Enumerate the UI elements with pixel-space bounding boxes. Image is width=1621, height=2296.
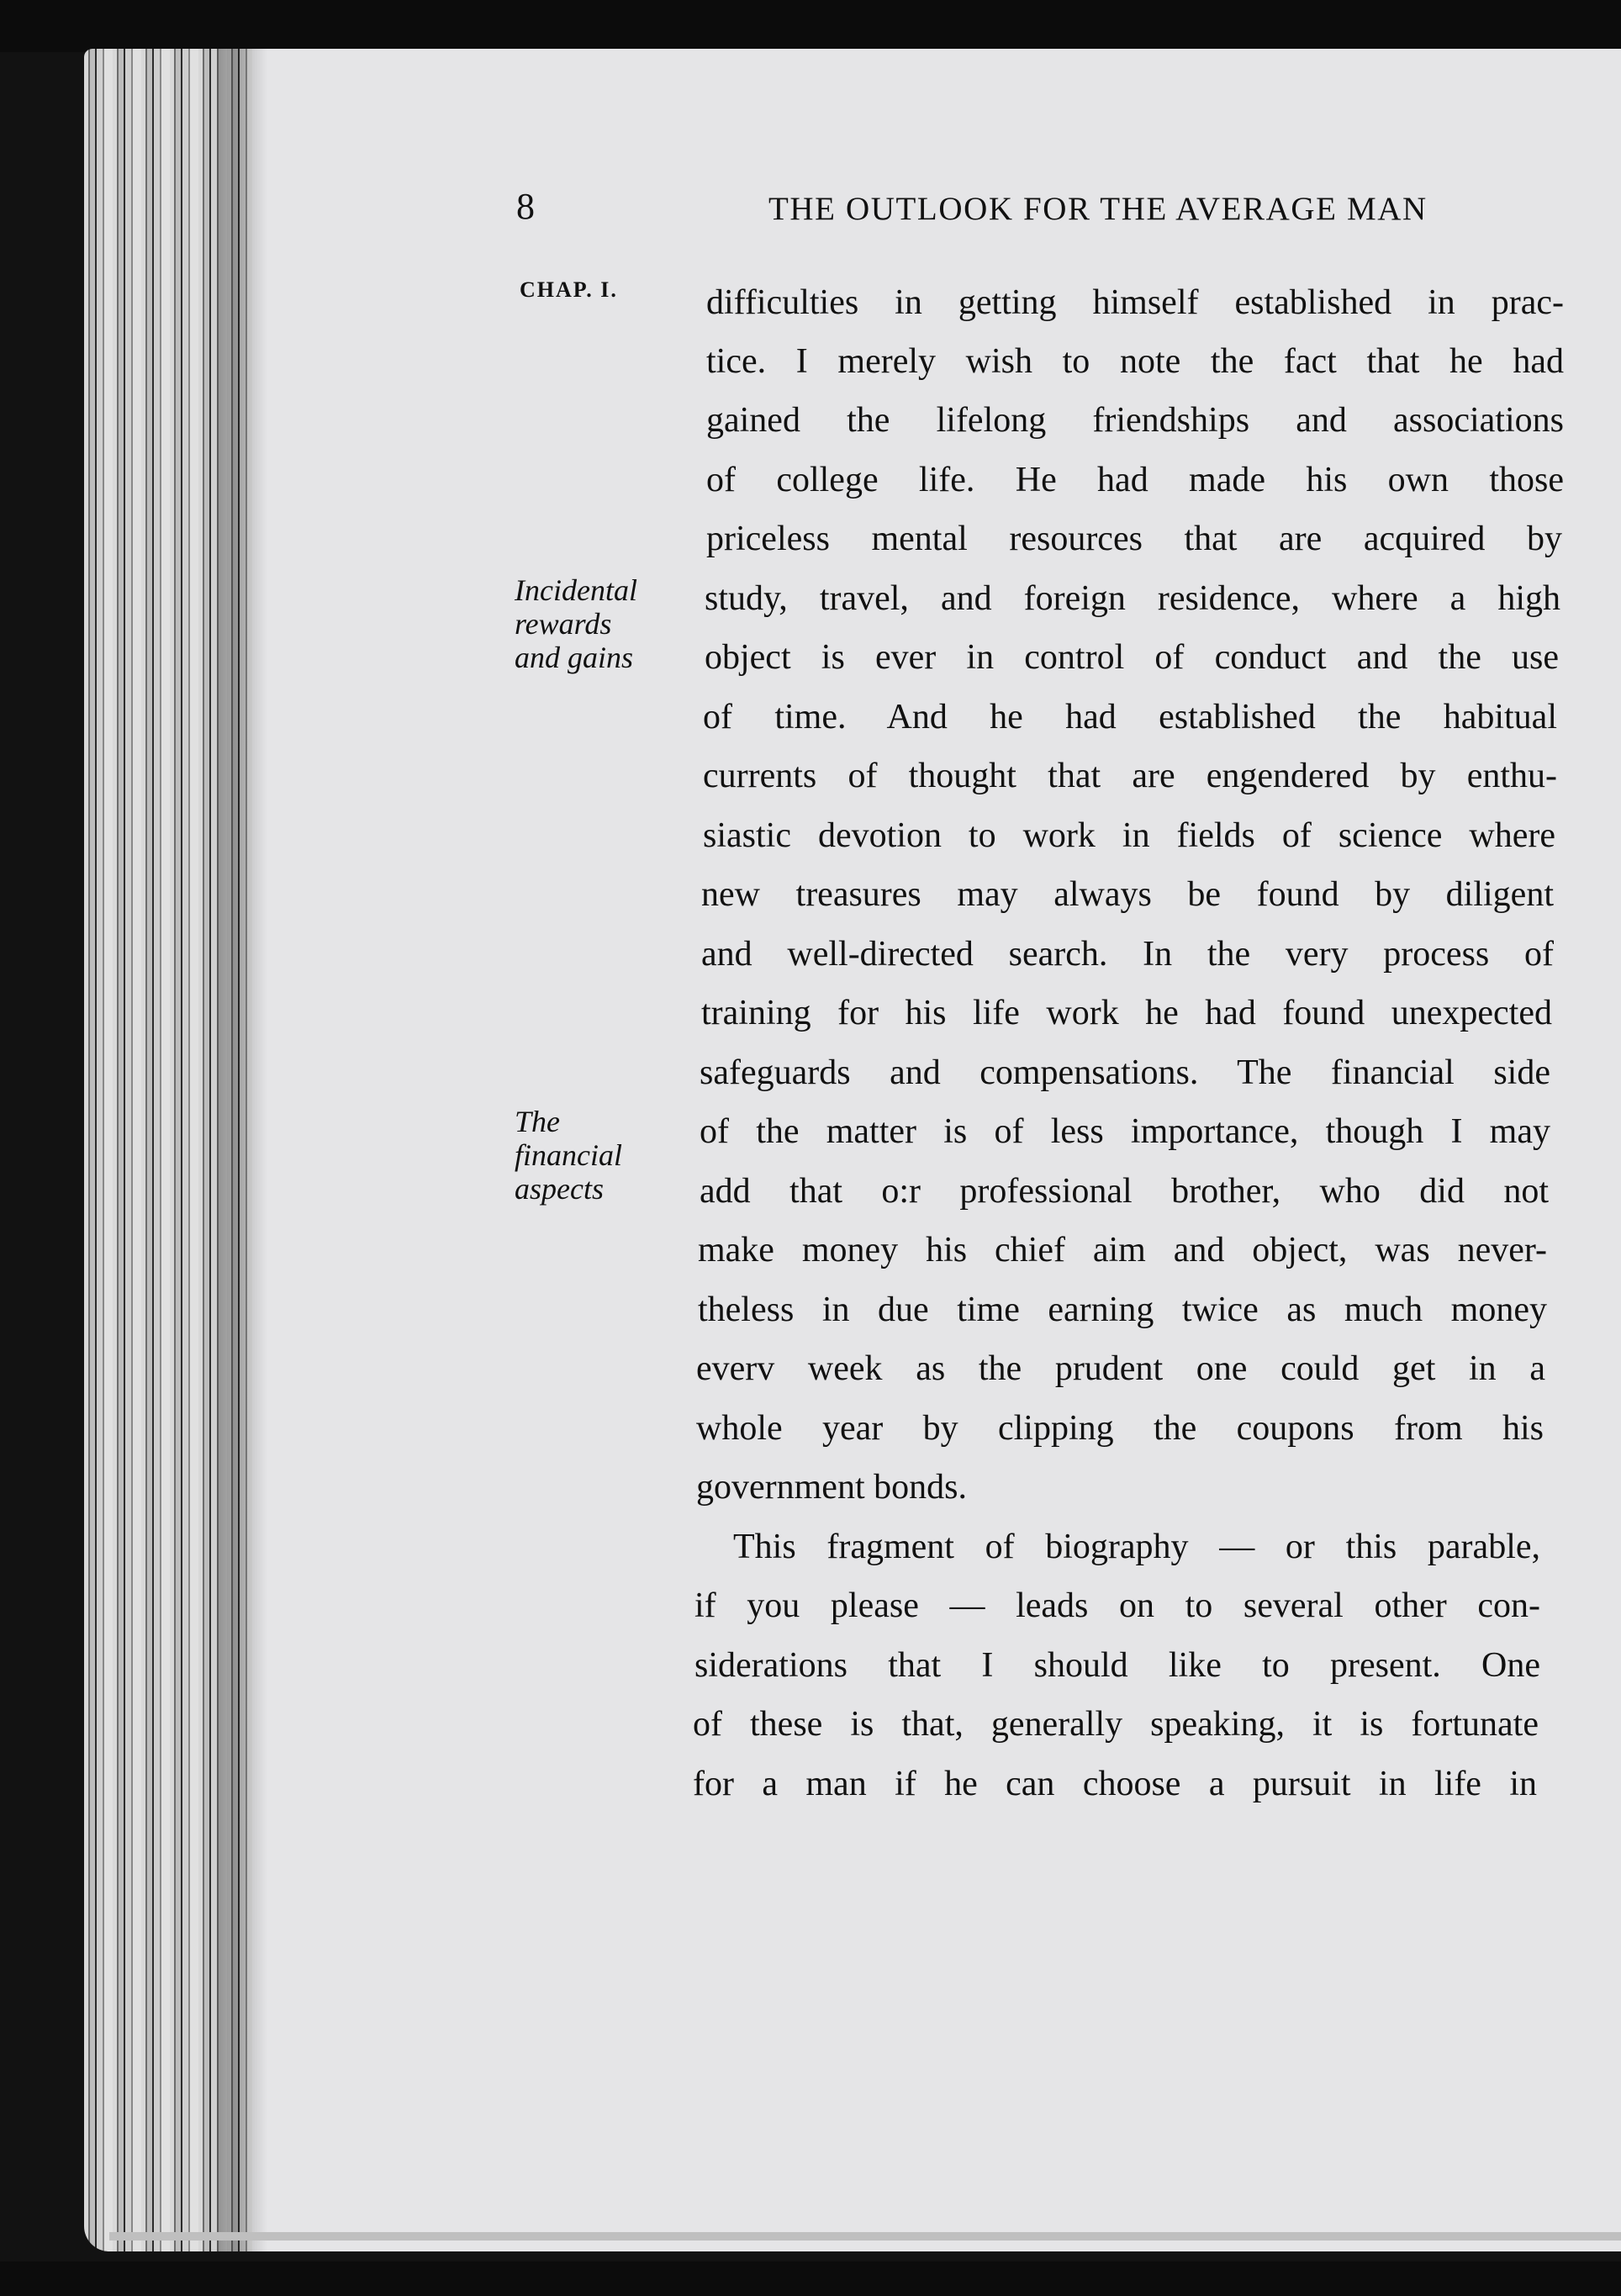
text-line: if you please — leads on to several other con- xyxy=(694,1586,1540,1625)
text-line: siderations that I should like to present. One xyxy=(694,1646,1540,1685)
running-title: THE OUTLOOK FOR THE AVERAGE MAN xyxy=(768,191,1428,227)
text-line: of the matter is of less importance, though I may xyxy=(700,1112,1550,1151)
text-line: and well-directed search. In the very process of xyxy=(701,935,1554,974)
text-line: difficulties in getting himself established in prac- xyxy=(706,283,1564,322)
text-line: siastic devotion to work in fields of science where xyxy=(703,816,1555,855)
sidenote-line: financial xyxy=(515,1138,622,1172)
chapter-marker: CHAP. I. xyxy=(520,277,618,302)
sidenote-line: Incidental xyxy=(515,573,637,607)
text-line: whole year by clipping the coupons from his xyxy=(696,1409,1544,1448)
text-line: new treasures may always be found by diligent xyxy=(701,875,1554,914)
scan-border-bottom xyxy=(0,2262,1621,2296)
spine-shadow xyxy=(217,49,267,2251)
text-line: object is ever in control of conduct and the use xyxy=(705,638,1559,677)
text-line: government bonds. xyxy=(696,1468,967,1507)
text-line: of college life. He had made his own those xyxy=(706,461,1564,499)
text-line: of time. And he had established the habitual xyxy=(703,698,1557,736)
text-line: priceless mental resources that are acquired by xyxy=(706,520,1562,558)
sidenote-incidental-rewards xyxy=(515,573,637,674)
text-line: for a man if he can choose a pursuit in life in xyxy=(693,1765,1537,1803)
text-line: training for his life work he had found unexpected xyxy=(701,994,1552,1032)
page-number: 8 xyxy=(516,186,535,227)
scan-border-top xyxy=(0,0,1621,52)
text-line: study, travel, and foreign residence, where a high xyxy=(705,579,1560,618)
text-line: gained the lifelong friendships and associations xyxy=(706,401,1564,440)
text-line: tice. I merely wish to note the fact that he had xyxy=(706,342,1564,381)
text-line: This fragment of biography — or this parable, xyxy=(733,1528,1540,1566)
sidenote-financial-aspects xyxy=(515,1105,622,1206)
text-line: of these is that, generally speaking, it is fortunate xyxy=(693,1705,1539,1744)
sidenote-line: rewards xyxy=(515,607,612,641)
sidenote-line: aspects xyxy=(515,1172,604,1206)
text-line: make money his chief aim and object, was never- xyxy=(698,1231,1547,1269)
text-line: theless in due time earning twice as much money xyxy=(698,1291,1547,1329)
text-line: currents of thought that are engendered by enthu- xyxy=(703,757,1557,795)
text-line: add that o:r professional brother, who did not xyxy=(700,1172,1549,1211)
text-line: safeguards and compensations. The financial side xyxy=(700,1053,1550,1092)
page-bottom-edge xyxy=(109,2232,1621,2241)
sidenote-line: The xyxy=(515,1105,560,1138)
text-line: everv week as the prudent one could get in a xyxy=(696,1349,1545,1388)
sidenote-line: and gains xyxy=(515,641,634,674)
